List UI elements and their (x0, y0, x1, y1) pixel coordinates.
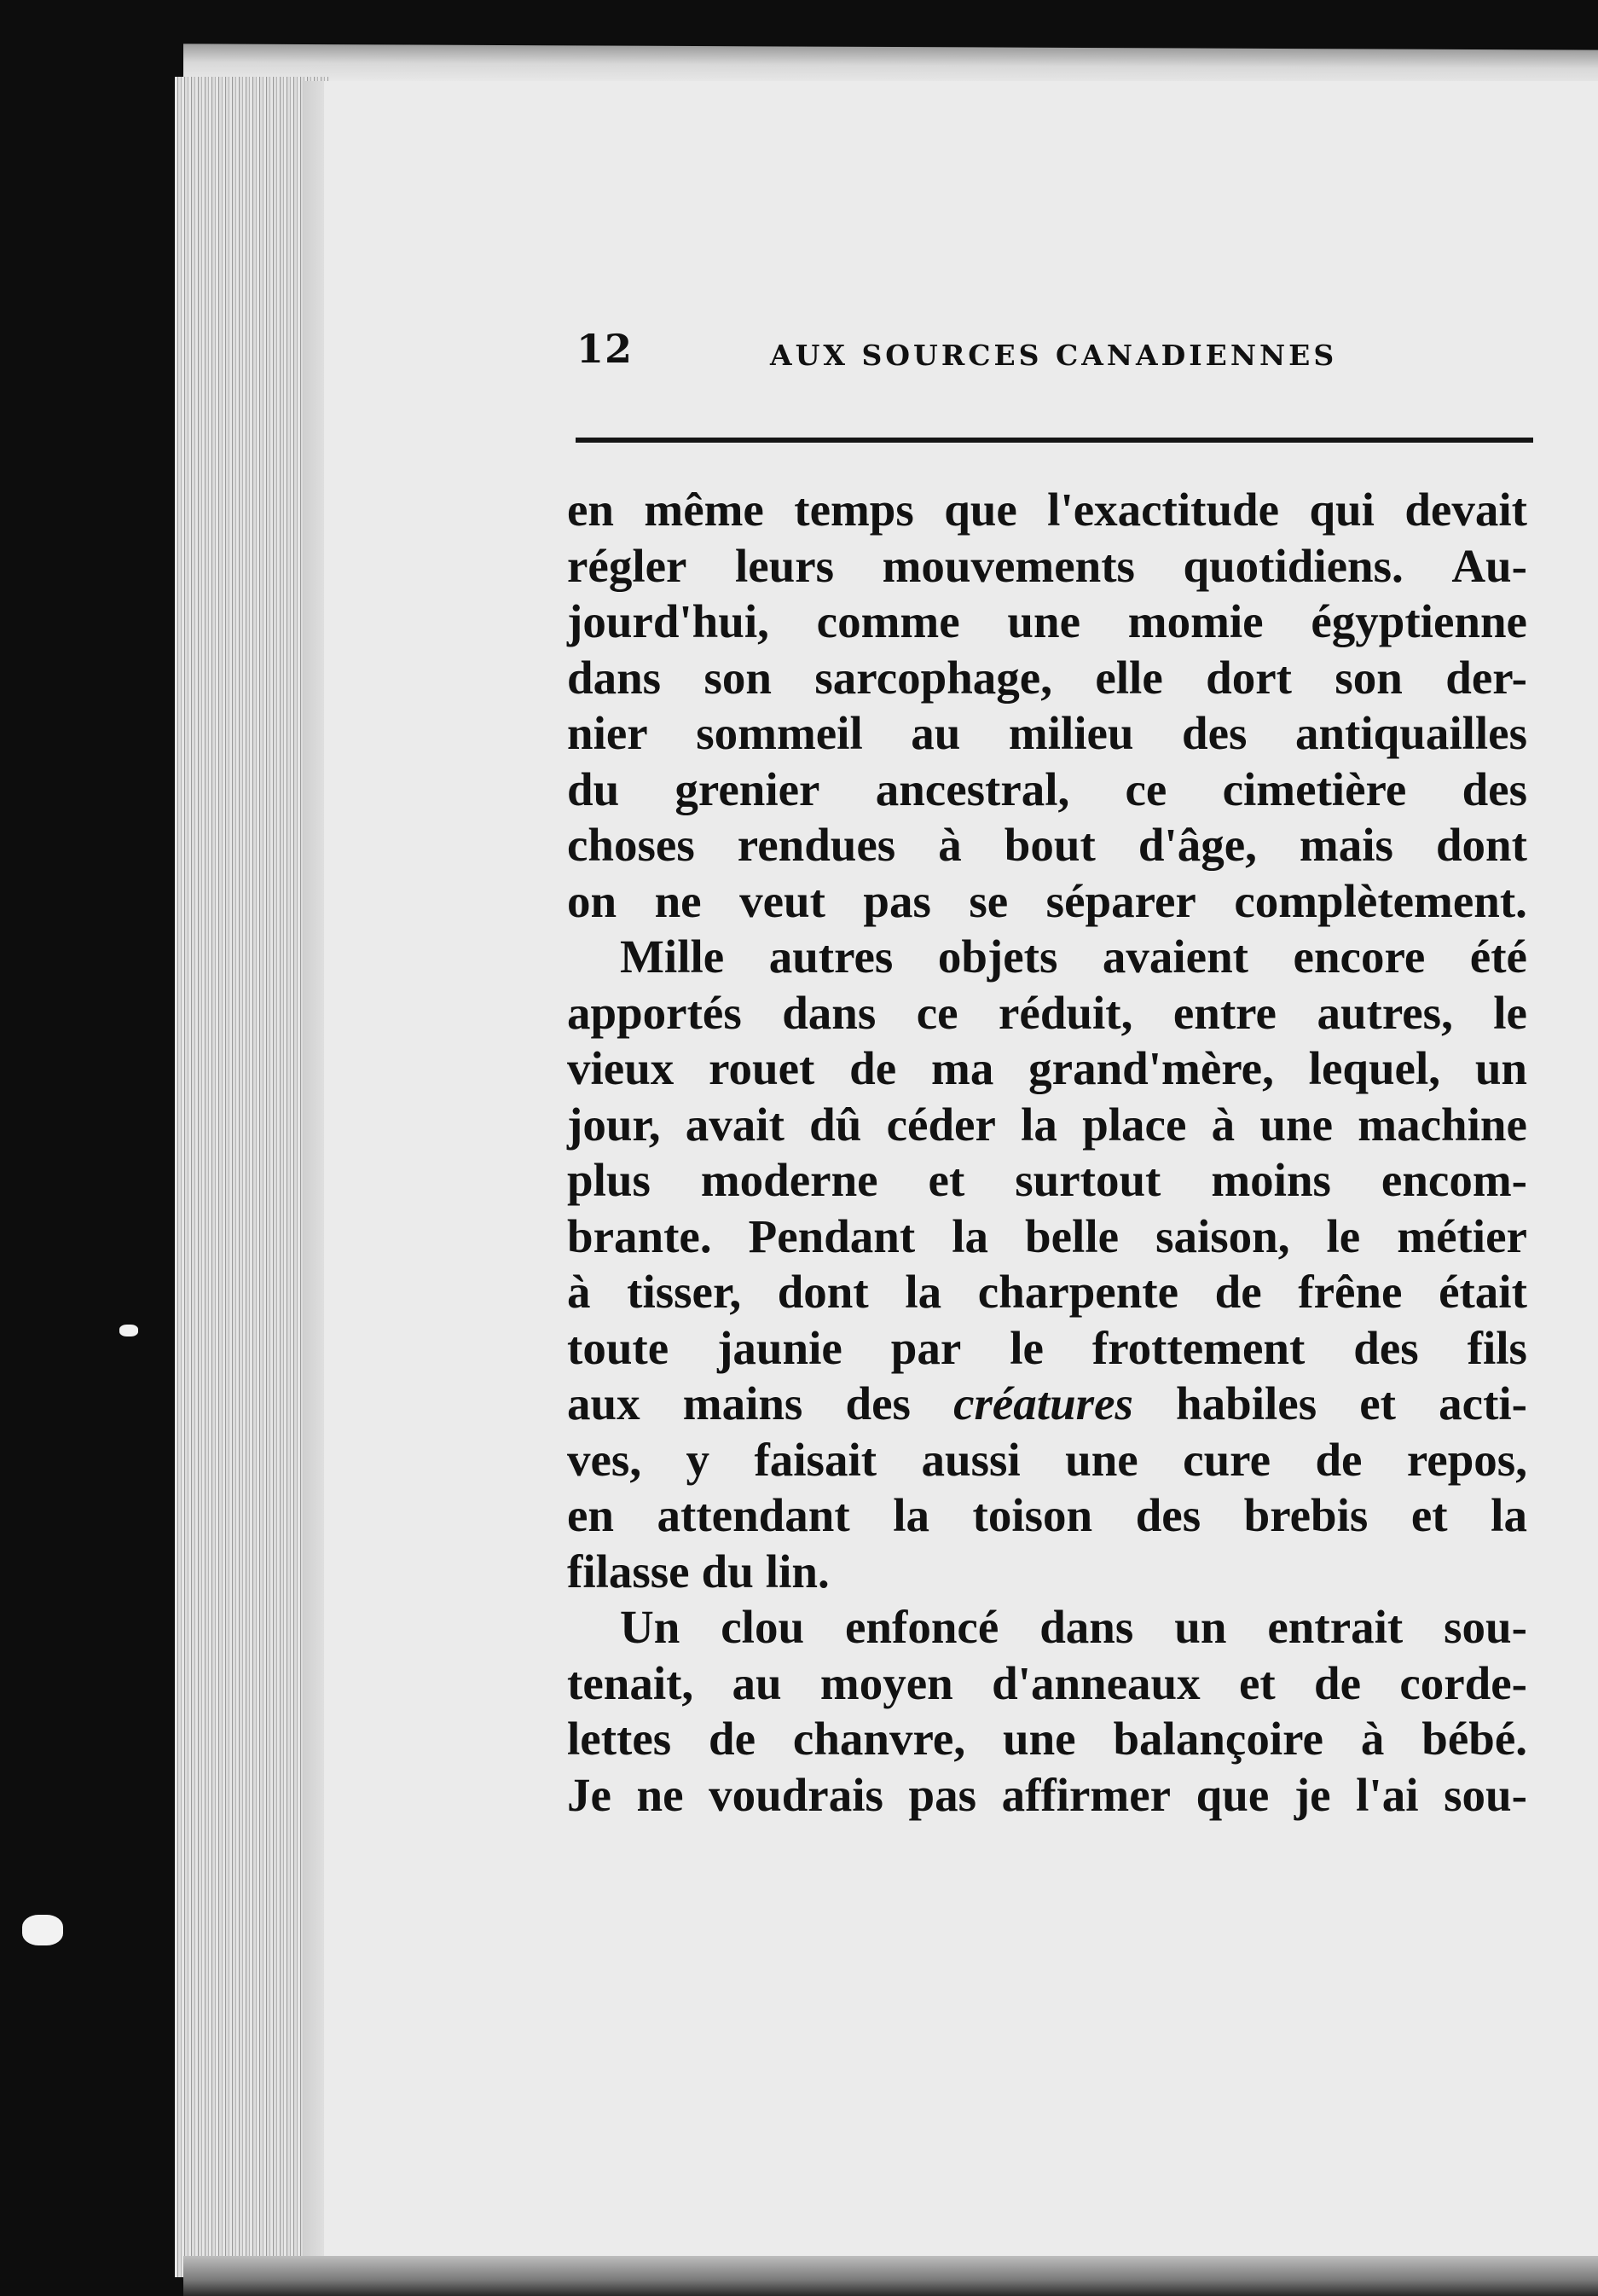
header-rule (576, 438, 1533, 443)
running-title: AUX SOURCES CANADIENNES (770, 339, 1338, 372)
text-line: on ne veut pas se séparer complètement. (567, 874, 1527, 927)
text-line: en attendant la toison des brebis et la (567, 1489, 1527, 1541)
text-line: dans son sarcophage, elle dort son der- (567, 651, 1527, 704)
text-line: nier sommeil au milieu des antiquailles (567, 707, 1527, 759)
text-line: vieux rouet de ma grand'mère, lequel, un (567, 1042, 1527, 1094)
text-line: jour, avait dû céder la place à une machine (567, 1098, 1527, 1151)
text-line: régler leurs mouvements quotidiens. Au- (567, 539, 1527, 592)
text-line: Un clou enfoncé dans un entrait sou- (620, 1601, 1527, 1653)
text-line: du grenier ancestral, ce cimetière des (567, 762, 1527, 815)
text-line: filasse du lin. (567, 1545, 830, 1597)
text-line: choses rendues à bout d'âge, mais dont (567, 819, 1527, 871)
scan-speck (119, 1325, 138, 1336)
bottom-page-edge (183, 2256, 1598, 2296)
text-line: Mille autres objets avaient encore été (620, 931, 1527, 983)
text-line: jourd'hui, comme une momie égyptienne (567, 595, 1527, 647)
text-line: plus moderne et surtout moins encom- (567, 1154, 1527, 1206)
text-line: tenait, au moyen d'anneaux et de corde- (567, 1656, 1527, 1709)
running-header (0, 326, 1598, 386)
text-line: ves, y faisait aussi une cure de repos, (567, 1433, 1527, 1486)
text-line-with-italic: aux mains des créatures habiles et acti- (567, 1377, 1527, 1429)
text-line: Je ne voudrais pas affirmer que je l'ai sou- (567, 1768, 1527, 1821)
scan-speck (22, 1915, 63, 1945)
page-number: 12 (576, 326, 634, 372)
text-line: en même temps que l'exactitude qui devait (567, 484, 1527, 536)
text-line: lettes de chanvre, une balançoire à bébé. (567, 1713, 1527, 1765)
body-text (567, 482, 1527, 1823)
text-line: brante. Pendant la belle saison, le métier (567, 1209, 1527, 1262)
text-line: toute jaunie par le frottement des fils (567, 1321, 1527, 1374)
text-line: à tisser, dont la charpente de frêne était (567, 1266, 1527, 1318)
text-line: apportés dans ce réduit, entre autres, le (567, 986, 1527, 1039)
